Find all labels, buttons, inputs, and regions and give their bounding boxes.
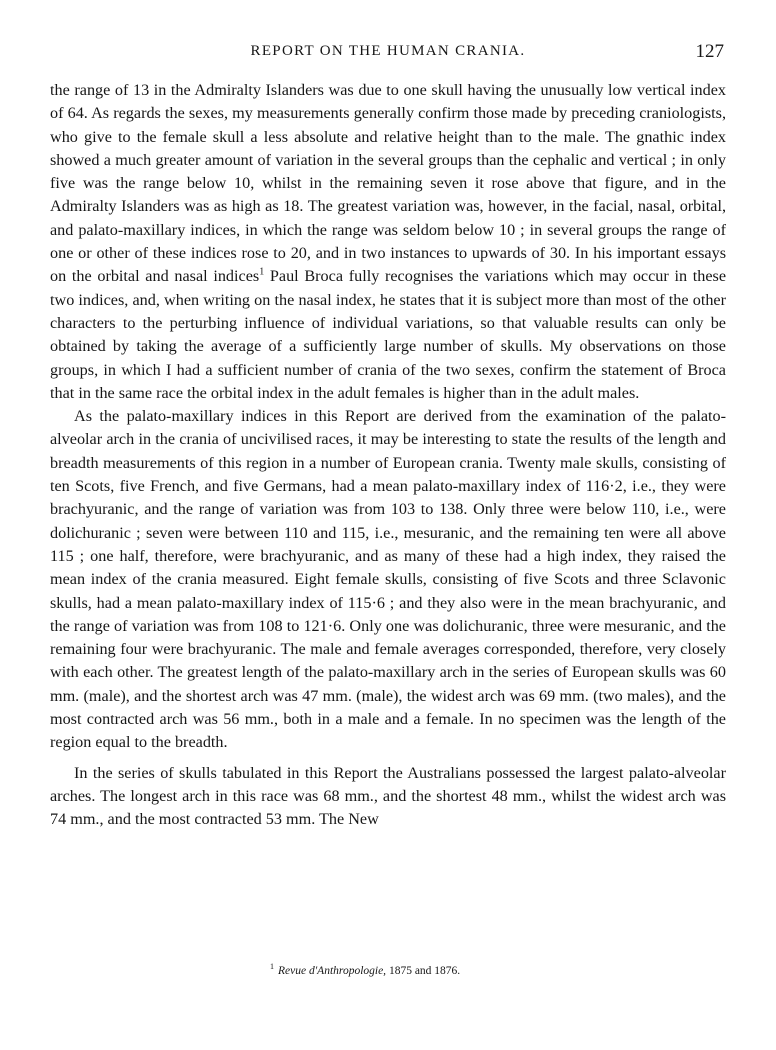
paragraph-continued [50,79,726,405]
footnote-years: 1875 and 1876. [386,964,461,977]
running-header [50,41,726,65]
paragraph-australians: In the series of skulls tabulated in this Report the Australians possessed the largest palato-alveolar arches. The longest arch in this race was 68 mm., and the shortest 48 mm., whilst the widest arch was 74 mm., and the most contracted 53 mm. The New [50,763,726,829]
running-title: REPORT ON THE HUMAN CRANIA. [250,43,526,59]
paragraph-palato-maxillary: As the palato-maxillary indices in this Report are derived from the examination of the palato-alveolar arch in the crania of uncivilised races, it may be interesting to state the results of the length and breadth measurements of this region in a number of European crania. Twenty male skulls, consisting of ten Scots, five French, and five Germans, had a mean palato-maxillary index of 116·2, i.e., they were brachyuranic, and the range of variation was from 103 to 138. Only three were below 110, i.e., were dolichuranic ; seven were between 110 and 115, i.e., mesuranic, and the remaining ten were all above 115 ; one half, therefore, were brachyuranic, and as many of these had a high index, they raised the mean index of the crania measured. Eight female skulls, consisting of five Scots and three Sclavonic skulls, had a mean palato-maxillary index of 115·6 ; and they also were in the mean brachyuranic, and the range of variation was from 108 to 121·6. Only one was dolichuranic, three were mesuranic, and the remaining four were brachyuranic. The male and female averages corresponded, therefore, very closely with each other. The greatest length of the palato-maxillary arch in the series of European skulls was 60 mm. (male), and the shortest arch was 47 mm. (male), the widest arch was 69 mm. (two males), and the most contracted arch was 56 mm., both in a male and a female. In no specimen was the length of the region equal to the breadth. [50,407,726,752]
footnote [270,962,460,977]
footnote-source: Revue d'Anthropologie, [278,964,387,977]
paragraph-text: the range of 13 in the Admiralty Islanders was due to one skull having the unusually low vertical index of 64. As regards the sexes, my measurements generally confirm those made by preceding craniologists, who give to the female skull a less absolute and relative height than to the male. The gnathic index showed a much greater amount of variation in the several groups than the cephalic and vertical ; in only five was the range below 10, whilst in the remaining seven it rose above that figure, and in the Admiralty Islanders was as high as 18. The greatest variation was, however, in the facial, nasal, orbital, and palato-maxillary indices, in which the range was seldom below 10 ; in several groups the range of one or other of these indices rose to 20, and in two instances to upwards of 30. In his important essays on the orbital and nasal indices [50,81,726,286]
paragraph-text: Paul Broca fully recognises the variations which may occur in these two indices, and, when writing on the nasal index, he states that it is subject more than most of the other characters to the perturbing influence of individual variations, so that valuable results can only be obtained by taking the average of a sufficiently large number of skulls. My observations on those groups, in which I had a sufficient number of crania of the two sexes, confirm the statement of Broca that in the same race the orbital index in the adult females is higher than in the adult males. [50,267,727,402]
footnote-reference: 1 [259,266,265,278]
page-number: 127 [695,41,724,62]
footnote-mark: 1 [270,962,274,971]
body-text [50,79,726,832]
